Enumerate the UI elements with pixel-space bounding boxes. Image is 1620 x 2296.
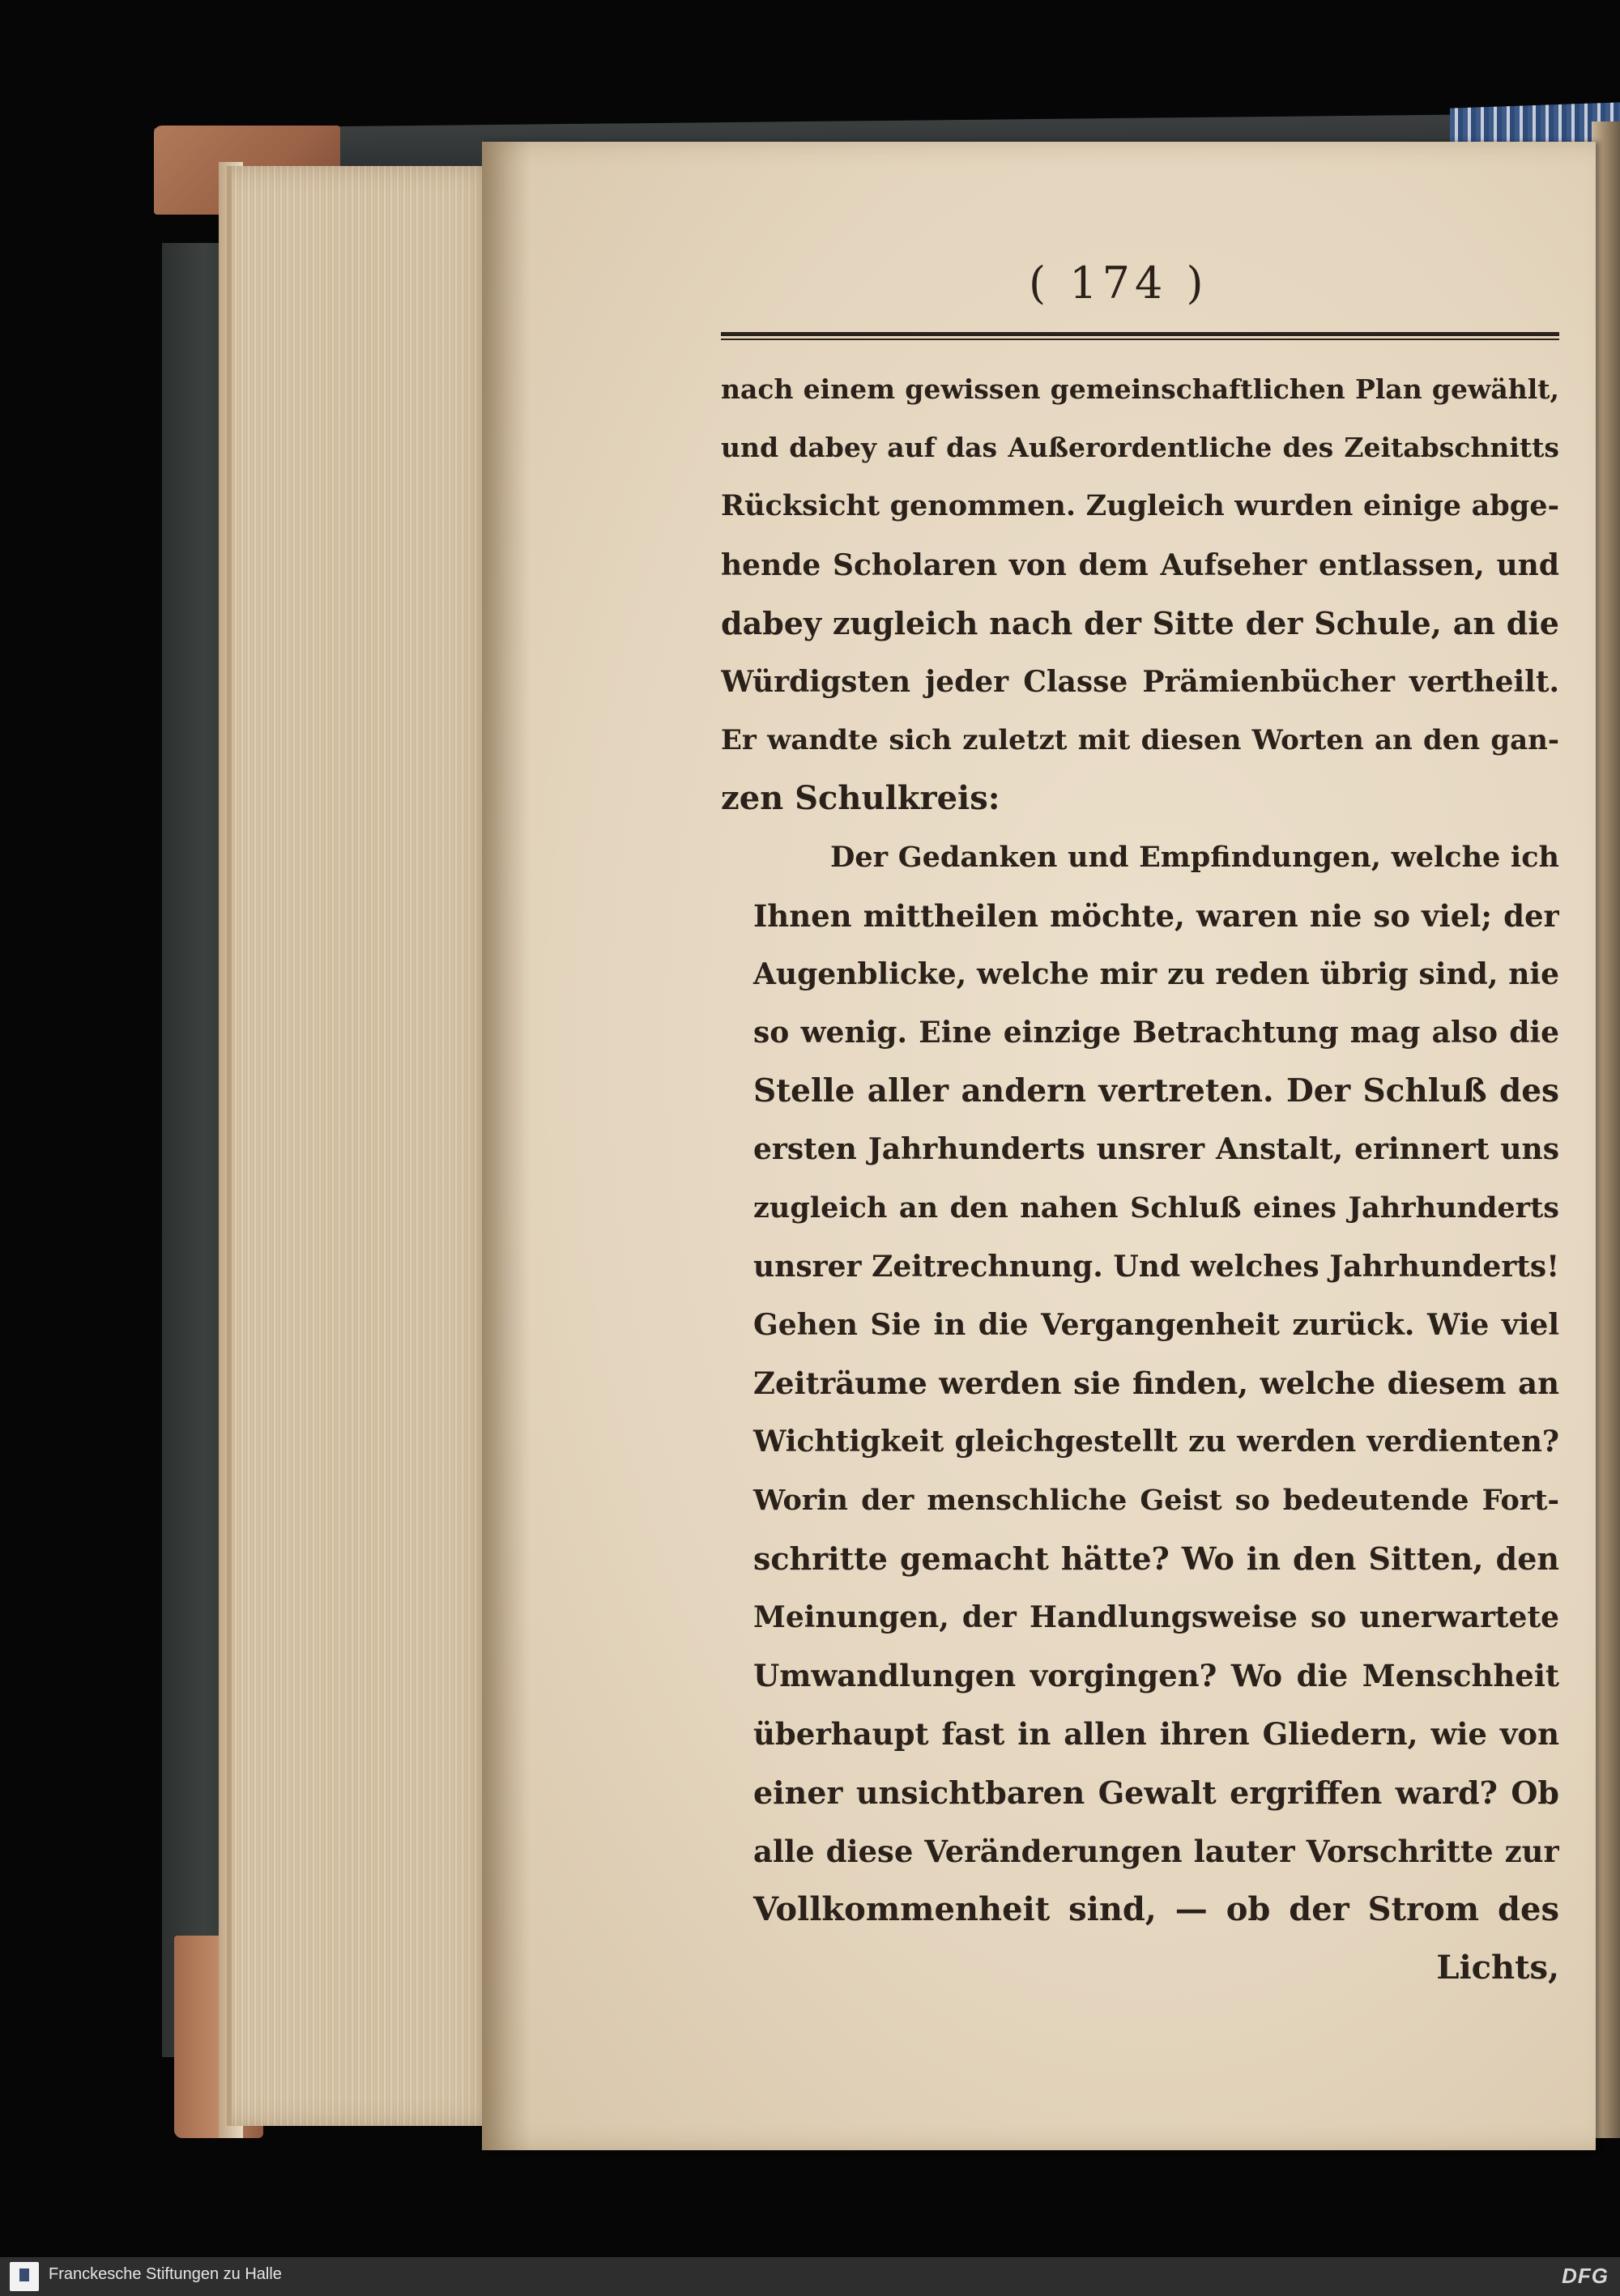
text-line: schritte gemacht hätte? Wo in den Sitten, den (753, 1540, 1559, 1577)
text-line: zugleich an den nahen Schluß eines Jahrhunderts (753, 1191, 1559, 1225)
dfg-logo: DFG (1562, 2264, 1609, 2288)
book-right-edge (1592, 121, 1620, 2138)
text-line: nach einem gewissen gemeinschaftlichen Plan gewählt, (721, 373, 1559, 405)
text-line: zen Schulkreis: (721, 779, 1000, 818)
text-line: unsrer Zeitrechnung. Und welches Jahrhunderts! (753, 1249, 1559, 1284)
text-line: Gehen Sie in die Vergangenheit zurück. Wie viel (753, 1308, 1559, 1342)
text-line: dabey zugleich nach der Sitte der Schule, an die (721, 604, 1559, 641)
gutter-shadow (482, 142, 531, 2150)
text-line: so wenig. Eine einzige Betrachtung mag also die (753, 1016, 1559, 1050)
text-line: Umwandlungen vorgingen? Wo die Menschheit (753, 1658, 1559, 1694)
text-line: Stelle aller andern vertreten. Der Schluß des (753, 1072, 1559, 1110)
text-line: einer unsichtbaren Gewalt ergriffen ward? Ob (753, 1774, 1559, 1811)
text-line: Wichtigkeit gleichgestellt zu werden verdienten? (753, 1425, 1559, 1459)
text-line: alle diese Veränderungen lauter Vorschritte zur (753, 1833, 1559, 1869)
catchword: Lichts, (1436, 1949, 1559, 1987)
paragraph-start-line: Der Gedanken und Empfindungen, welche ich (830, 840, 1559, 874)
page-number-header: ( 174 ) (1029, 258, 1209, 309)
text-line: überhaupt fast in allen ihren Gliedern, wie von (753, 1716, 1559, 1753)
page-edges-stack (227, 166, 499, 2126)
text-line: Vollkommenheit sind, — ob der Strom des (753, 1889, 1559, 1928)
institution-logo-icon (10, 2262, 39, 2291)
text-line: Würdigsten jeder Classe Prämienbücher vertheilt. (721, 664, 1559, 699)
text-line: Er wandte sich zuletzt mit diesen Worten an den gan- (721, 724, 1559, 757)
text-line: und dabey auf das Außerordentliche des Zeitabschnitts (721, 432, 1559, 464)
text-line: ersten Jahrhunderts unsrer Anstalt, erinnert uns (753, 1132, 1559, 1167)
header-rule (721, 332, 1559, 340)
text-line: Zeiträume werden sie finden, welche diesem an (753, 1365, 1559, 1402)
institution-name: Franckesche Stiftungen zu Halle (49, 2265, 282, 2283)
text-line: Augenblicke, welche mir zu reden übrig sind, nie (753, 956, 1559, 991)
text-line: Rücksicht genommen. Zugleich wurden einige abge- (721, 489, 1559, 523)
viewer-footer-bar (0, 2257, 1620, 2296)
text-line: hende Scholaren von dem Aufseher entlassen, und (721, 547, 1559, 582)
text-line: Meinungen, der Handlungsweise so unerwartete (753, 1600, 1559, 1634)
page-text (721, 360, 1559, 1997)
text-line: Worin der menschliche Geist so bedeutende Fort- (753, 1483, 1559, 1517)
text-line: Ihnen mittheilen möchte, waren nie so viel; der (753, 897, 1559, 934)
